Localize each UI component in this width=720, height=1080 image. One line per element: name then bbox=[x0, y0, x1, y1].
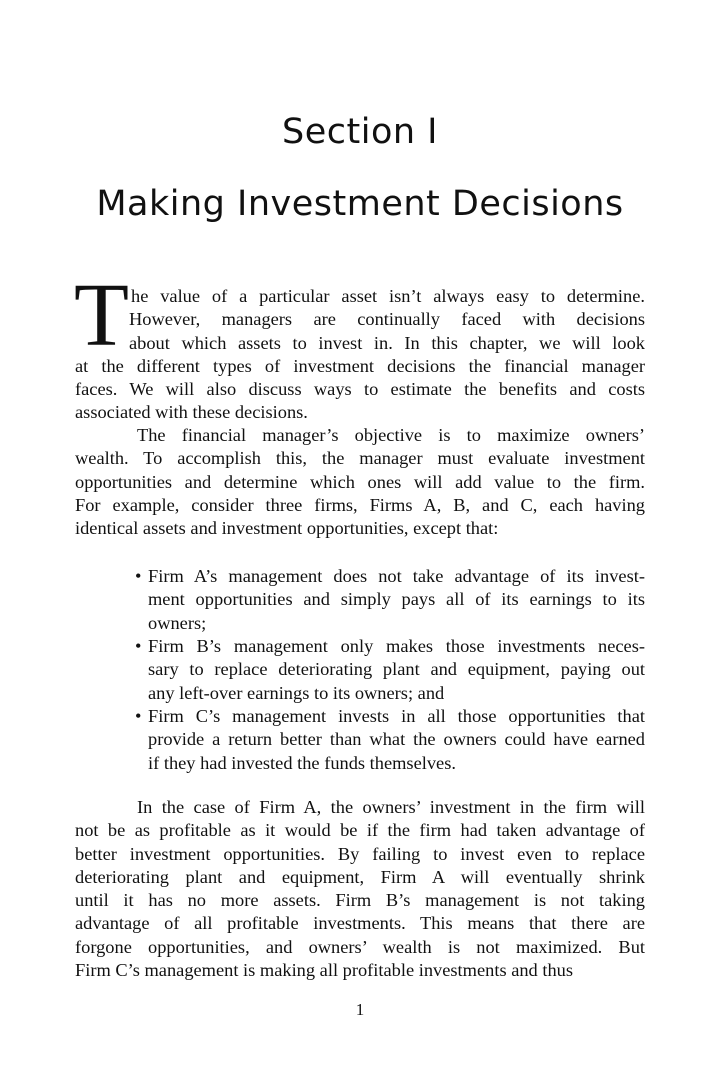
text-line: if they had invested the funds themselves. bbox=[148, 752, 456, 773]
text-line: Firm C’s management invests in all those opportunities that bbox=[148, 706, 645, 726]
text-line: opportunities and determine which ones will add value to the firm. bbox=[75, 471, 645, 492]
intro-paragraph bbox=[75, 285, 645, 425]
text-line: For example, consider three firms, Firms A, B, and C, each having bbox=[75, 494, 645, 515]
bullet-item bbox=[135, 635, 645, 705]
paragraph bbox=[75, 424, 645, 540]
text-line: ment opportunities and simply pays all of its earnings to its bbox=[148, 589, 645, 610]
text-line: deteriorating plant and equipment, Firm A will eventually shrink bbox=[75, 866, 645, 887]
bullet-icon: • bbox=[135, 706, 142, 726]
text-line: wealth. To accomplish this, the manager must evaluate investment bbox=[75, 448, 645, 469]
text-line: about which assets to invest in. In this chapter, we will look bbox=[129, 332, 645, 353]
paragraph bbox=[75, 796, 645, 982]
text-line: advantage of all profitable investments. This means that there are bbox=[75, 913, 645, 934]
text-line: owners; bbox=[148, 612, 207, 633]
text-line: However, managers are continually faced with decisions bbox=[129, 309, 645, 330]
page-number: 1 bbox=[355, 1000, 365, 1019]
bullet-icon: • bbox=[135, 636, 142, 656]
text-line: at the different types of investment decisions the financial manager bbox=[75, 355, 645, 376]
text-line: Firm C’s management is making all profitable investments and thus bbox=[75, 960, 574, 981]
text-line: Firm A’s management does not take advantage of its invest- bbox=[148, 566, 645, 586]
text-line: faces. We will also discuss ways to estimate the benefits and costs bbox=[75, 379, 645, 400]
section-heading: Section I bbox=[282, 112, 438, 152]
text-line: sary to replace deteriorating plant and equipment, paying out bbox=[148, 659, 645, 680]
bullet-icon: • bbox=[135, 566, 142, 586]
text-line: Firm B’s management only makes those investments neces- bbox=[148, 636, 645, 656]
text-line: The financial manager’s objective is to maximize owners’ bbox=[137, 425, 645, 445]
text-line: he value of a particular asset isn’t always easy to determine. bbox=[131, 286, 645, 306]
chapter-title: Making Investment Decisions bbox=[96, 184, 624, 224]
text-line: In the case of Firm A, the owners’ investment in the firm will bbox=[137, 797, 645, 817]
text-line: not be as profitable as it would be if the firm had taken advantage of bbox=[75, 820, 645, 841]
text-line: forgone opportunities, and owners’ wealth is not maximized. But bbox=[75, 936, 645, 957]
bullet-item bbox=[135, 705, 645, 775]
bullet-item bbox=[135, 565, 645, 635]
drop-cap: T bbox=[74, 266, 129, 365]
text-line: better investment opportunities. By failing to invest even to replace bbox=[75, 843, 645, 864]
text-line: identical assets and investment opportunities, except that: bbox=[75, 518, 499, 539]
text-line: any left-over earnings to its owners; and bbox=[148, 682, 445, 703]
text-line: until it has no more assets. Firm B’s management is not taking bbox=[75, 890, 645, 911]
text-line: provide a return better than what the owners could have earned bbox=[148, 729, 645, 750]
text-line: associated with these decisions. bbox=[75, 402, 308, 423]
